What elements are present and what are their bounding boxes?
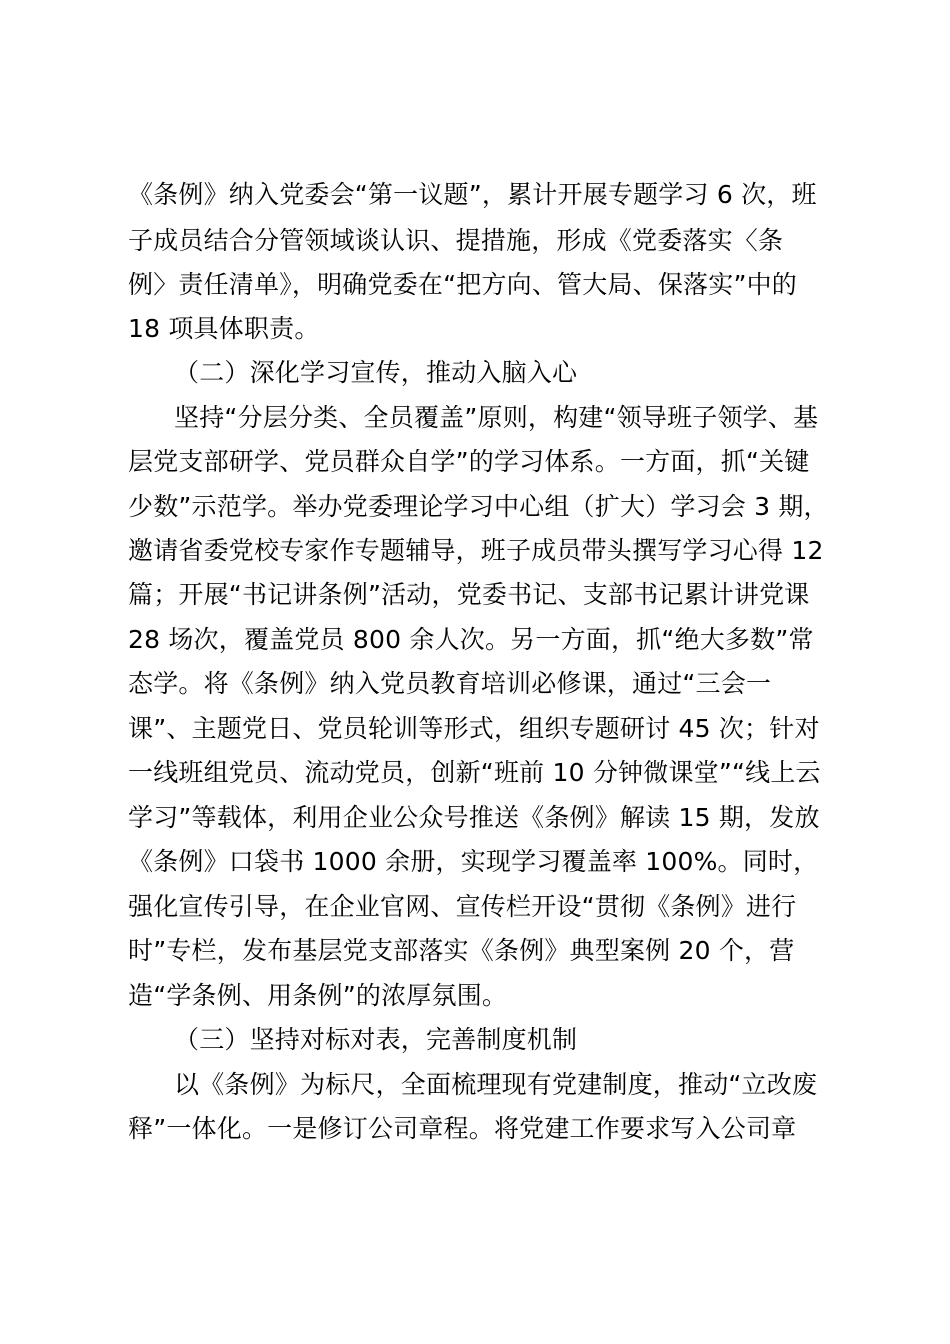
body-line: 《条例》口袋书 1000 余册，实现学习覆盖率 100%。同时，: [128, 847, 819, 876]
body-line: 18 项具体职责。: [128, 314, 320, 343]
body-line: 篇；开展“书记讲条例”活动，党委书记、支部书记累计讲党课: [128, 580, 810, 609]
section-heading: （三）坚持对标对表，完善制度机制: [174, 1025, 578, 1054]
body-line: 《条例》纳入党委会“第一议题”，累计开展专题学习 6 次，班: [128, 180, 817, 209]
body-line: 层党支部研学、党员群众自学”的学习体系。一方面，抓“关键: [128, 447, 810, 476]
body-line: 时”专栏，发布基层党支部落实《条例》典型案例 20 个，营: [128, 936, 795, 965]
body-line: 坚持“分层分类、全员覆盖”原则，构建“领导班子领学、基: [174, 403, 819, 432]
body-line: 少数”示范学。举办党委理论学习中心组（扩大）学习会 3 期，: [128, 492, 829, 521]
body-line: 一线班组党员、流动党员，创新“班前 10 分钟微课堂”“线上云: [128, 758, 821, 787]
body-line: 态学。将《条例》纳入党员教育培训必修课，通过“三会一: [128, 669, 772, 698]
body-line: 以《条例》为标尺，全面梳理现有党建制度，推动“立改废: [174, 1070, 818, 1099]
body-line: 释”一体化。一是修订公司章程。将党建工作要求写入公司章: [128, 1114, 797, 1143]
body-line: 学习”等载体，利用企业公众号推送《条例》解读 15 期，发放: [128, 803, 820, 832]
body-line: 造“学条例、用条例”的浓厚氛围。: [128, 981, 508, 1010]
body-line: 课”、主题党日、党员轮训等形式，组织专题研讨 45 次；针对: [128, 714, 820, 743]
body-line: 强化宣传引导，在企业官网、宣传栏开设“贯彻《条例》进行: [128, 892, 797, 921]
body-line: 28 场次，覆盖党员 800 余人次。另一方面，抓“绝大多数”常: [128, 625, 814, 654]
body-line: 例〉责任清单》，明确党委在“把方向、管大局、保落实”中的: [128, 270, 798, 299]
section-heading: （二）深化学习宣传，推动入脑入心: [174, 358, 578, 387]
body-line: 子成员结合分管领域谈认识、提措施，形成《党委落实〈条: [128, 226, 784, 255]
body-line: 邀请省委党校专家作专题辅导，班子成员带头撰写学习心得 12: [128, 536, 824, 565]
